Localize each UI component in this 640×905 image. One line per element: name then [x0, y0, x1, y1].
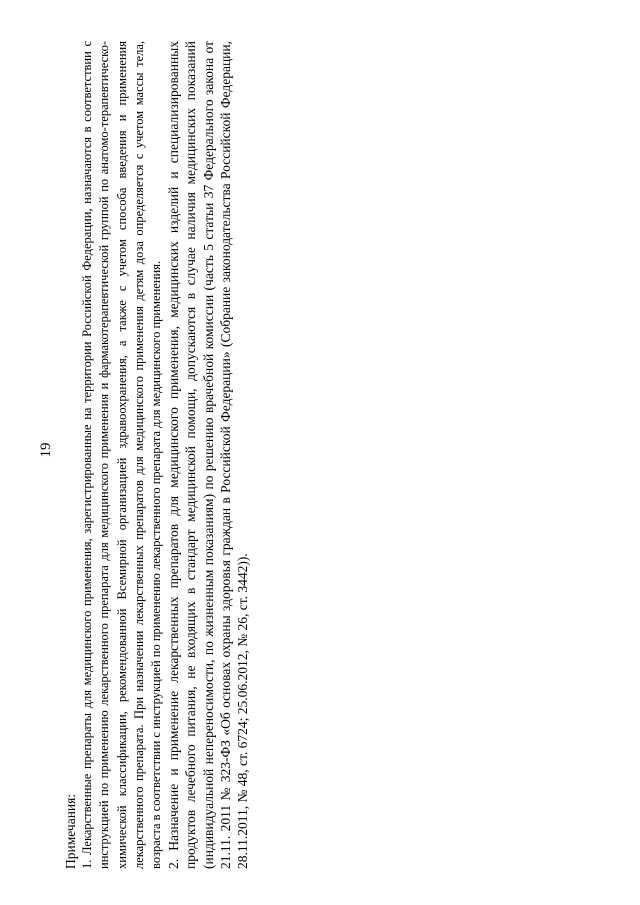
note-item-1: 1. Лекарственные препараты для медицинского применения, зарегистрированные на территории Российской Федерации, назначаются в соответствии с инструкцией по применению лекарственного препарата для медицинского применения и фармакотерапевтической группой по анатомо-терапевтическо-химической классификации, рекомендованной Всемирной организацией здравоохранения, а также с учетом способа введения и применения лекарственного препарата. При назначении лекарственных препаратов для медицинского применения детям доза определяется с учетом массы тела, возраста в соответствии с инструкцией по применению лекарственного препарата для медицинского применения.	[80, 41, 164, 869]
notes-heading: Примечания:	[63, 793, 78, 869]
note-item-2: 2. Назначение и применение лекарственных препаратов для медицинского применения, медицинских изделий и специализированных продуктов лечебного питания, не входящих в стандарт медицинской помощи, допускаются в случае наличия медицинских показаний (индивидуальной непереносимости, по жизненным показаниям) по решению врачебной комиссии (часть 5 статьи 37 Федерального закона от 21.11. 2011 № 323-ФЗ «Об основах охраны здоровья граждан в Российской Федерации» (Собрание законодательства Российской Федерации, 28.11.2011, № 48, ст. 6724; 25.06.2012, № 26, ст. 3442)).	[166, 41, 251, 869]
notes-section	[62, 41, 251, 869]
page-number: 19	[38, 442, 54, 458]
